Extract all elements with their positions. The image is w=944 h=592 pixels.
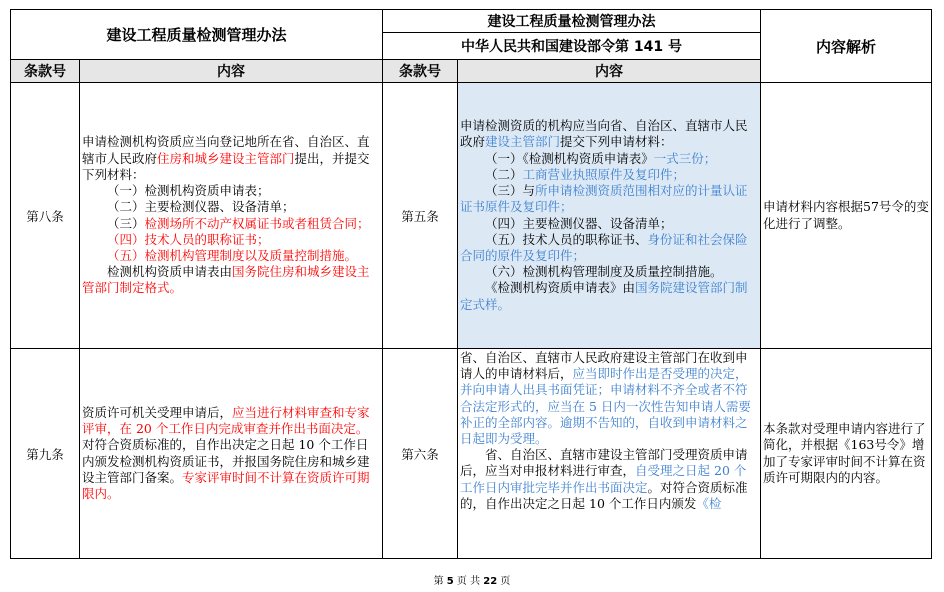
highlight-blue: 建设主管部门: [485, 134, 561, 150]
text-run: 《检测机构资质申请表》由: [485, 280, 636, 296]
highlight-blue: 《检: [696, 495, 722, 511]
text-run: 申请检测资质的机构应当向省、自治区、直辖市人民政府: [460, 118, 748, 150]
text-run: （三）与: [485, 183, 536, 199]
right-clause-content: [458, 83, 761, 349]
text-run: 。: [344, 247, 358, 263]
header-row-1: [11, 10, 932, 33]
text-run: 提交下列申请材料：: [560, 134, 673, 150]
text-run: 资质许可机关受理申请后，: [82, 404, 233, 420]
text-run: 省、自治区、直辖市建设主管部门受理资质申请后，应当对申报材料进行审查，: [460, 447, 748, 479]
highlight-blue: 所申请检测资质范围相对应的计量认证证书原件及复印件；: [460, 183, 748, 215]
column-header-clause-2: 条款号: [383, 60, 458, 83]
analysis-cell: 申请材料内容根据57号令的变化进行了调整。: [761, 83, 932, 349]
list-item: [460, 151, 758, 167]
footer-suffix: 页: [500, 576, 511, 587]
analysis-header: 内容解析: [761, 10, 932, 83]
column-header-clause: 条款号: [11, 60, 80, 83]
page-footer: [0, 572, 944, 587]
left-clause-content: [80, 83, 383, 349]
left-clause-number: 第八条: [11, 83, 80, 349]
list-item: （一）检测机构资质申请表；: [107, 183, 270, 199]
list-item: [82, 216, 380, 232]
highlight-red: 专家评审时间不计算在资质许可期限内。: [82, 469, 370, 501]
text-run: （一）《检测机构资质申请表》: [485, 150, 654, 166]
left-clause-content: [80, 349, 383, 559]
column-header-content-2: 内容: [458, 60, 761, 83]
table-row: [11, 83, 932, 349]
text-run: 提出，并提交下列材料：: [82, 150, 370, 182]
list-item: （四）技术人员的职称证书；: [107, 231, 270, 247]
total-page-count: 22: [483, 576, 498, 587]
right-clause-content: [458, 349, 761, 559]
list-item: [460, 232, 758, 264]
highlight-blue: 工商营业执照原件及复印件；: [522, 166, 686, 182]
footer-prefix: 第: [433, 576, 444, 587]
left-clause-number: 第九条: [11, 349, 80, 559]
left-document-title: 建设工程质量检测管理办法: [11, 10, 383, 60]
highlight-red: 应当进行材料审查和专家评审，在 20 个工作日内完成审查并作出书面决定。: [82, 404, 370, 437]
list-item: [460, 183, 758, 215]
list-item: [82, 264, 380, 296]
mid-document-title: 建设工程质量检测管理办法: [383, 10, 761, 33]
highlight-blue: 身份证和社会保险合同的原件及复印件；: [460, 231, 748, 263]
list-item: （四）主要检测仪器、设备清单；: [485, 215, 673, 231]
list-item: [82, 248, 380, 264]
text-run: （五）检测机构管理制度以及质量控制措施: [107, 247, 345, 263]
right-clause-number: 第五条: [383, 83, 458, 349]
text-run: 对符合资质标准的，自作出决定之日起 10 个工作日内颁发检测机构资质证书，并报国务院住房和城乡建设主管部门备案。: [82, 437, 370, 485]
text-run: 申请检测机构资质应当向登记地所在省、自治区、直辖市人民政府: [82, 134, 370, 166]
mid-document-subtitle: 中华人民共和国建设部令第 141 号: [383, 33, 761, 60]
list-item: （二）主要检测仪器、设备清单；: [107, 199, 295, 215]
table-row: [11, 349, 932, 559]
text-run: 检测机构资质申请表由: [107, 264, 233, 280]
list-item: [460, 280, 758, 312]
text-run: 。: [710, 264, 723, 280]
text-run: （六）检测机构管理制度及质量控制措施: [485, 264, 711, 280]
comparison-table: [10, 9, 932, 559]
text-run: （五）技术人员的职称证书、: [485, 231, 648, 247]
highlight-red: 住房和城乡建设主管部门: [157, 150, 295, 166]
text-run: 省、自治区、直辖市人民政府建设主管部门在收到申请人的申请材料后，: [460, 350, 748, 382]
list-item: [460, 167, 758, 183]
highlight-red: 国务院住房和城乡建设主管部门制定格式。: [82, 264, 370, 296]
analysis-cell: 本条款对受理申请内容进行了简化，并根据《163号令》增加了专家评审时间不计算在资质许可期限内的内容。: [761, 349, 932, 559]
current-page-number: 5: [446, 576, 454, 587]
highlight-blue: 应当即时作出是否受理的决定，并向申请人出具书面凭证；申请材料不齐全或者不符合法定形式的，应当在 5 日内一次性告知申请人需要补正的全部内容。逾期不告知的，自收到申请材料之日起即为受理。: [460, 366, 751, 447]
list-item: [460, 264, 758, 280]
highlight-blue: 一式三份；: [653, 150, 717, 166]
footer-middle: 页 共: [456, 576, 481, 587]
text-run: 。对符合资质标准的，自作出决定之日起 10 个工作日内颁发: [460, 479, 748, 511]
column-header-content: 内容: [80, 60, 383, 83]
highlight-blue: 自受理之日起 20 个工作日内审批完毕并作出书面决定: [460, 463, 747, 495]
highlight-blue: 国务院建设管部门制定式样。: [460, 280, 748, 312]
text-run: （三）: [107, 215, 145, 231]
text-run: （二）: [485, 166, 523, 182]
highlight-red: 检测场所不动产权属证书或者租赁合同；: [144, 215, 370, 231]
right-clause-number: 第六条: [383, 349, 458, 559]
